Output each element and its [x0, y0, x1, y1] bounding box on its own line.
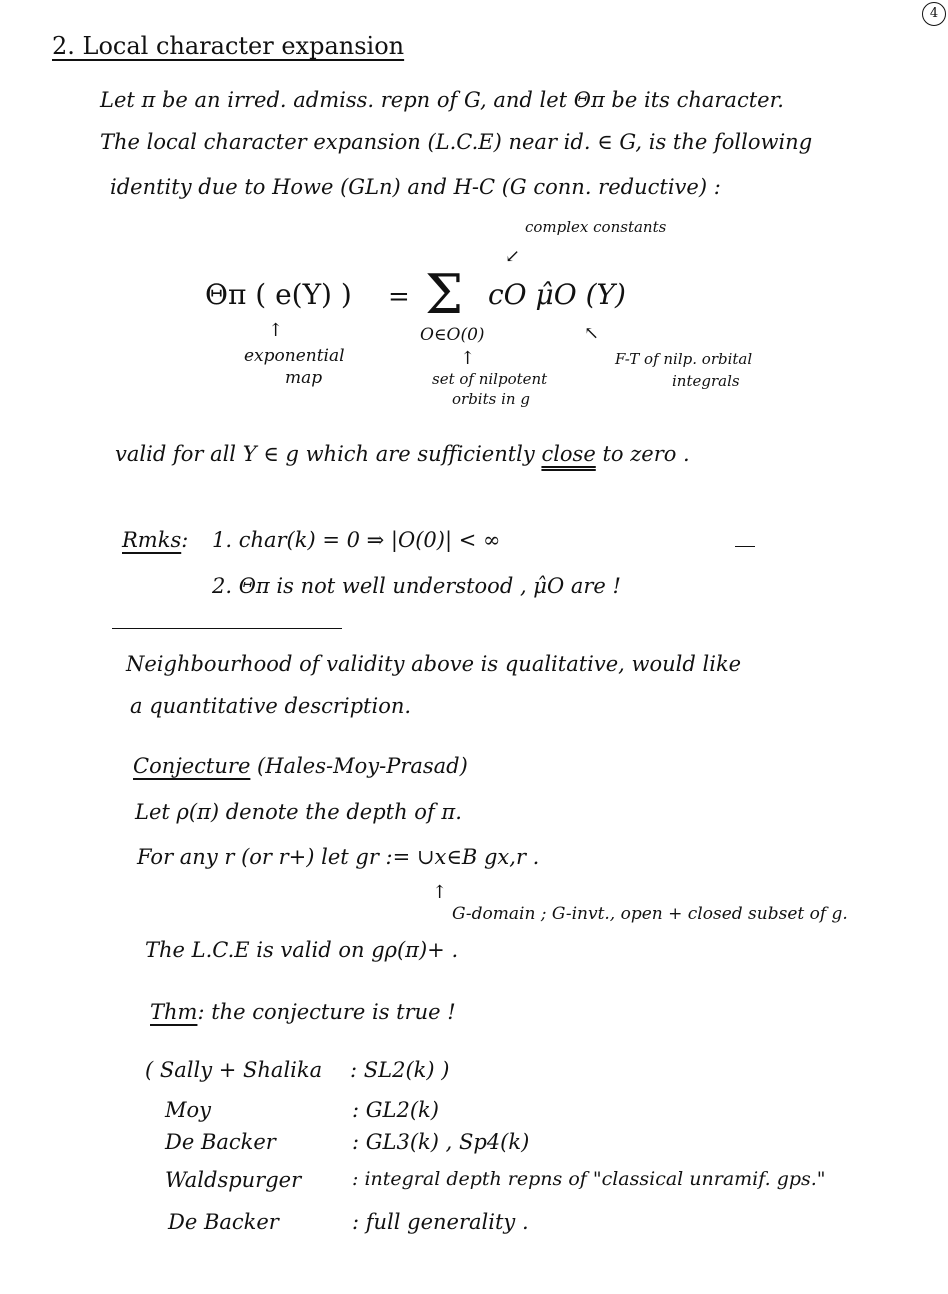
conjecture-line-4: The L.C.E is valid on gρ(π)+ . [145, 938, 459, 962]
valid-line-emphasis: close [541, 442, 596, 466]
formula-term: cO μ̂O (Y) [488, 278, 626, 311]
exp-label-1: exponential [244, 346, 345, 366]
ft-arrow: ↖ [584, 323, 600, 344]
history-name-5: De Backer [168, 1210, 279, 1234]
conjecture-line-3: G-domain ; G-invt., open + closed subset of g. [452, 904, 848, 924]
conjecture-line-1: Let ρ(π) denote the depth of π. [135, 800, 462, 824]
history-result-3: : GL3(k) , Sp4(k) [352, 1130, 530, 1154]
theorem-text: : the conjecture is true ! [197, 1000, 456, 1024]
set-label-2: orbits in g [452, 390, 530, 408]
section-title-text: 2. Local character expansion [52, 32, 405, 60]
valid-line [115, 442, 690, 467]
history-result-5: : full generality . [352, 1210, 529, 1234]
set-label-1: set of nilpotent [432, 370, 548, 388]
history-name-3: De Backer [165, 1130, 276, 1154]
conjecture-line-2: For any r (or r+) let gr := ∪x∈B gx,r . [137, 845, 540, 869]
history-name-2: Moy [165, 1098, 212, 1122]
exp-label-2: map [285, 368, 323, 388]
section-divider [112, 628, 342, 629]
intro-line-3: identity due to Howe (GLn) and H-C (G conn. reductive) : [110, 175, 721, 199]
theorem-label: Thm [150, 1000, 198, 1024]
conjecture-heading [133, 754, 468, 779]
history-name-1: ( Sally + Shalika [145, 1058, 323, 1082]
sum-symbol: Σ [425, 263, 464, 326]
remark-2: 2. Θπ is not well understood , μ̂O are ! [212, 574, 621, 598]
intro-line-2: The local character expansion (L.C.E) near id. ∈ G, is the following [100, 130, 813, 154]
formula-lhs: Θπ ( e(Y) ) [205, 278, 352, 311]
constants-arrow: ↙ [505, 246, 521, 267]
set-arrow: ↑ [460, 348, 476, 369]
neighbourhood-line-2: a quantitative description. [130, 694, 412, 718]
ft-label-2: integrals [672, 372, 740, 390]
remarks-colon: : [181, 528, 189, 552]
neighbourhood-line-1: Neighbourhood of validity above is qualitative, would like [126, 652, 742, 676]
history-name-4: Waldspurger [165, 1168, 302, 1192]
theorem-line [150, 1000, 456, 1025]
section-title [52, 32, 404, 61]
remarks-label: Rmks [122, 528, 182, 552]
page-number: 4 [922, 2, 946, 26]
valid-line-start: valid for all Y ∈ g which are sufficiently [115, 442, 542, 466]
remark-1: 1. char(k) = 0 ⇒ |O(0)| < ∞ [212, 528, 501, 552]
ft-label-1: F-T of nilp. orbital [615, 350, 753, 368]
exp-arrow: ↑ [268, 320, 284, 341]
history-result-2: : GL2(k) [352, 1098, 439, 1122]
valid-line-end: to zero . [595, 442, 690, 466]
formula-equals: = [388, 282, 410, 312]
stray-mark [735, 546, 755, 547]
history-result-1: : SL2(k) ) [350, 1058, 450, 1082]
domain-arrow: ↑ [432, 882, 448, 903]
remarks-label-line [122, 528, 188, 553]
sum-index: O∈O(0) [420, 325, 485, 345]
conjecture-attribution: (Hales-Moy-Prasad) [250, 754, 468, 778]
history-result-4: : integral depth repns of "classical unramif. gps." [352, 1168, 826, 1190]
intro-line-1: Let π be an irred. admiss. repn of G, and let Θπ be its character. [100, 88, 784, 112]
constants-label: complex constants [525, 218, 667, 236]
conjecture-label: Conjecture [133, 754, 251, 778]
